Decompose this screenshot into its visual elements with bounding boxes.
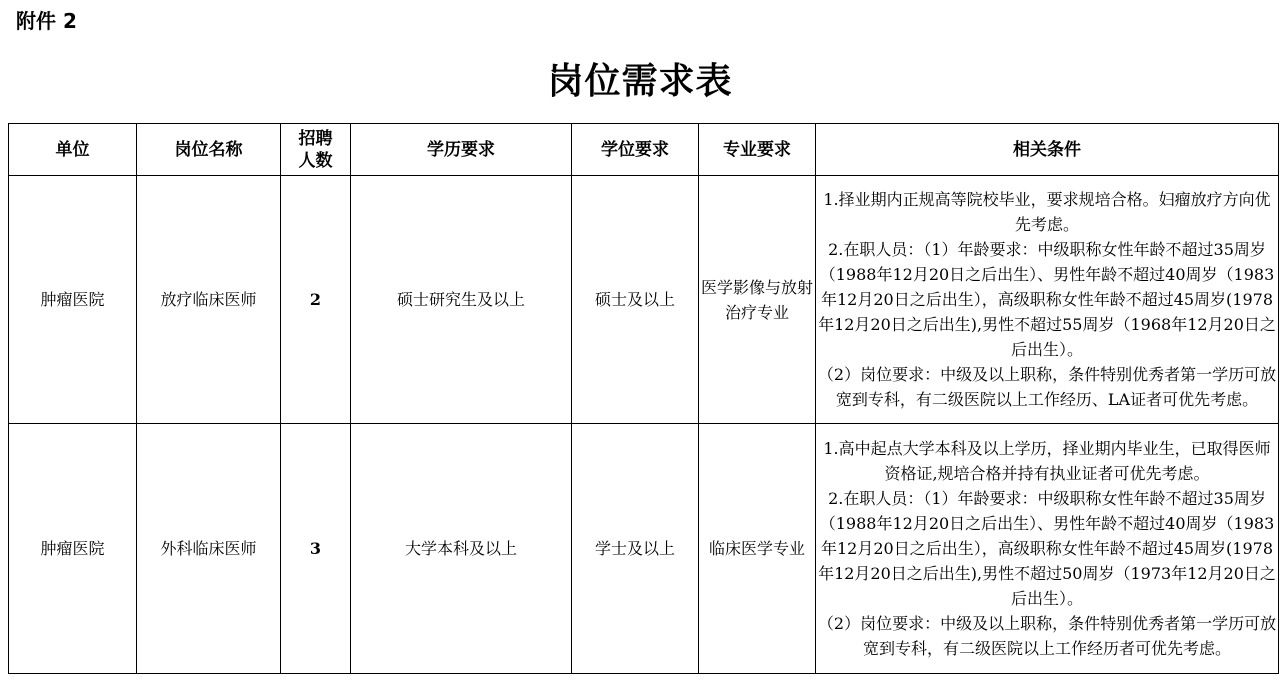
cell-education: 硕士研究生及以上 [351, 176, 572, 424]
cell-degree: 硕士及以上 [572, 176, 699, 424]
table-row [9, 176, 1279, 424]
cell-count: 3 [281, 424, 351, 674]
cell-unit: 肿瘤医院 [9, 424, 137, 674]
cell-position: 放疗临床医师 [137, 176, 281, 424]
attachment-label: 附件 2 [16, 9, 77, 33]
cell-major: 临床医学专业 [699, 424, 816, 674]
header-conditions: 相关条件 [816, 124, 1279, 176]
table-header-row [9, 124, 1279, 176]
cell-major: 医学影像与放射治疗专业 [699, 176, 816, 424]
cell-unit: 肿瘤医院 [9, 176, 137, 424]
header-degree: 学位要求 [572, 124, 699, 176]
cell-count: 2 [281, 176, 351, 424]
cell-conditions [816, 176, 1279, 424]
header-major: 专业要求 [699, 124, 816, 176]
condition-item: 1.高中起点大学本科及以上学历，择业期内毕业生，已取得医师资格证,规培合格并持有执业证者可优先考虑。 [823, 439, 1271, 483]
condition-item: 1.择业期内正规高等院校毕业，要求规培合格。妇瘤放疗方向优先考虑。 [823, 190, 1271, 234]
requirements-table [8, 123, 1279, 674]
condition-item: 2.在职人员：（1）年龄要求：中级职称女性年龄不超过35周岁（1988年12月20日之后出生）、男性年龄不超过40周岁（1983年12月20日之后出生），高级职称女性年龄不超过45周岁(1978年12月20日之后出生),男性不超过50周岁（1973年12月20日之后出生）。 [818, 489, 1276, 608]
cell-conditions [816, 424, 1279, 674]
page-title: 岗位需求表 [547, 61, 733, 102]
condition-item: 2.在职人员：（1）年龄要求：中级职称女性年龄不超过35周岁（1988年12月20日之后出生）、男性年龄不超过40周岁（1983年12月20日之后出生），高级职称女性年龄不超过45周岁(1978年12月20日之后出生),男性不超过55周岁（1968年12月20日之后出生）。 [818, 240, 1276, 359]
table-row [9, 424, 1279, 674]
cell-position: 外科临床医师 [137, 424, 281, 674]
condition-item: （2）岗位要求：中级及以上职称，条件特别优秀者第一学历可放宽到专科，有二级医院以上工作经历、LA证者可优先考虑。 [817, 365, 1277, 409]
condition-item: （2）岗位要求：中级及以上职称，条件特别优秀者第一学历可放宽到专科，有二级医院以上工作经历者可优先考虑。 [817, 614, 1277, 658]
cell-education: 大学本科及以上 [351, 424, 572, 674]
header-position: 岗位名称 [137, 124, 281, 176]
cell-degree: 学士及以上 [572, 424, 699, 674]
header-count: 招聘人数 [281, 124, 351, 176]
header-education: 学历要求 [351, 124, 572, 176]
header-unit: 单位 [9, 124, 137, 176]
